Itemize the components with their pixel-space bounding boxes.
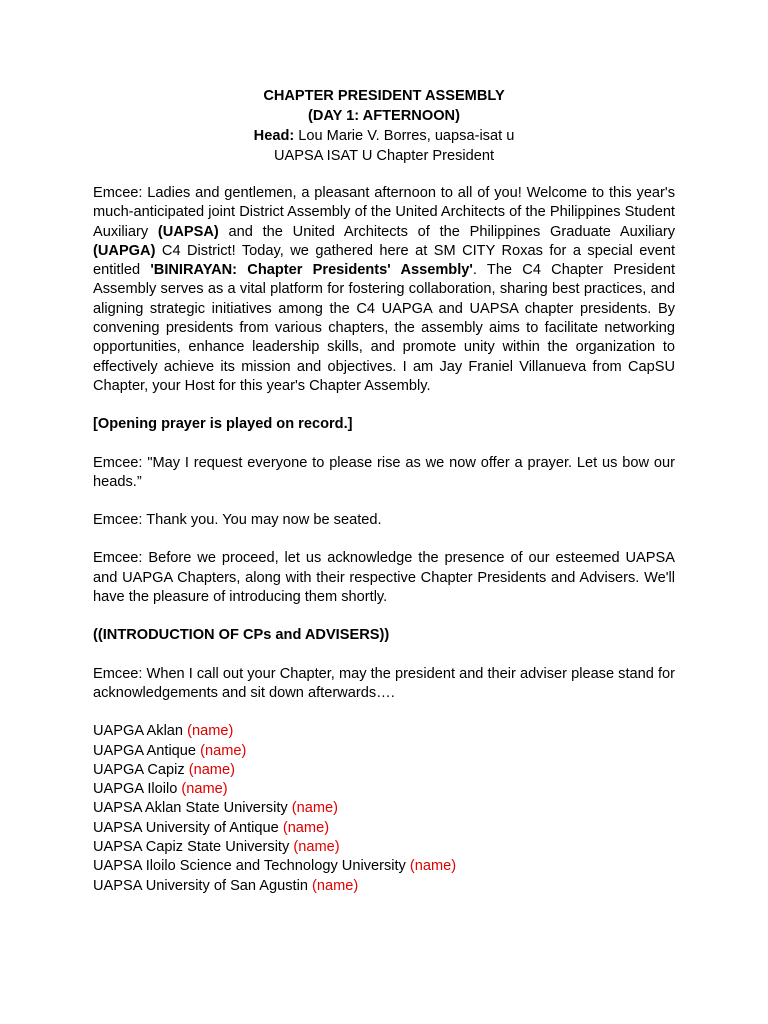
acknowledge-paragraph: Emcee: Before we proceed, let us acknowledge the presence of our esteemed UAPSA and UAPGA Chapters, along with their respective Chapter Presidents and Advisers. We'll have the pleasure of introducing them shortly.: [93, 550, 675, 606]
chapter-name: UAPSA Iloilo Science and Technology University: [93, 858, 406, 875]
name-placeholder: (name): [409, 858, 457, 875]
head-line: [93, 126, 675, 146]
name-placeholder: (name): [282, 819, 330, 836]
list-item: [93, 877, 675, 896]
seated-paragraph: Emcee: Thank you. You may now be seated.: [93, 512, 382, 529]
chapter-name: UAPSA Aklan State University: [93, 800, 288, 817]
head-value: Lou Marie V. Borres, uapsa-isat u: [294, 128, 515, 144]
head-label: Head:: [253, 128, 295, 144]
intro-bold-uapga: (UAPGA): [93, 242, 156, 259]
list-item: [93, 780, 675, 799]
list-item: [93, 857, 675, 876]
list-item: [93, 761, 675, 780]
document-subtitle: (DAY 1: AFTERNOON): [308, 108, 460, 124]
list-item: [93, 799, 675, 818]
chapter-name: UAPSA Capiz State University: [93, 839, 290, 856]
intro-bold-uapsa: (UAPSA): [157, 223, 219, 240]
name-placeholder: (name): [291, 800, 338, 817]
intro-text-1: Emcee: Ladies and gentlemen, a pleasant afternoon to all of you! Welcome to this year's much-anticipated joint District Assembly of the United Architects of the Philippines Student Auxiliary: [93, 185, 675, 240]
chapter-name: UAPSA University of Antique: [93, 819, 279, 836]
intro-text-2: and the United Architects of the Philippines Graduate Auxiliary: [218, 223, 675, 240]
name-placeholder: (name): [181, 781, 228, 798]
opening-prayer-note: [Opening prayer is played on record.]: [93, 416, 353, 433]
list-item: [93, 722, 675, 741]
chapter-name: UAPGA Iloilo: [93, 781, 178, 798]
name-placeholder: (name): [187, 723, 234, 740]
intro-paragraph: [93, 184, 675, 396]
head-role: UAPSA ISAT U Chapter President: [273, 148, 495, 164]
document-title: CHAPTER PRESIDENT ASSEMBLY: [263, 88, 505, 104]
name-placeholder: (name): [312, 877, 359, 894]
chapter-list: [93, 722, 675, 896]
list-item: [93, 838, 675, 857]
chapter-name: UAPGA Aklan: [93, 723, 184, 740]
chapter-name: UAPGA Capiz: [93, 761, 185, 778]
list-item: [93, 742, 675, 761]
prayer-request-paragraph: Emcee: "May I request everyone to please rise as we now offer a prayer. Let us bow our heads.”: [93, 454, 675, 490]
name-placeholder: (name): [188, 761, 235, 778]
intro-bold-event: 'BINIRAYAN: Chapter Presidents' Assembly': [150, 262, 473, 279]
chapter-name: UAPGA Antique: [93, 742, 197, 759]
intro-text-3: C4 District! Today, we gathered here at SM CITY Roxas for a special event entitled: [93, 242, 675, 279]
list-item: [93, 819, 675, 838]
introduction-heading: ((INTRODUCTION OF CPs and ADVISERS)): [93, 627, 390, 644]
call-out-paragraph: Emcee: When I call out your Chapter, may the president and their adviser please stand for acknowledgements and sit down afterwards….: [93, 665, 675, 701]
intro-text-4: . The C4 Chapter President Assembly serves as a vital platform for fostering collaboration, sharing best practices, and aligning strategic initiatives among the C4 UAPGA and UAPSA chapter presidents. By convening presidents from various chapters, the assembly aims to facilitate networking opportunities, enhance leadership skills, and promote unity within the organization to effectively achieve its mission and objectives. I am Jay Franiel Villanueva from CapSU Chapter, your Host for this year's Chapter Assembly.: [93, 262, 675, 394]
name-placeholder: (name): [200, 742, 247, 759]
document-header: [93, 86, 675, 166]
chapter-name: UAPSA University of San Agustin: [93, 877, 308, 894]
name-placeholder: (name): [293, 839, 340, 856]
